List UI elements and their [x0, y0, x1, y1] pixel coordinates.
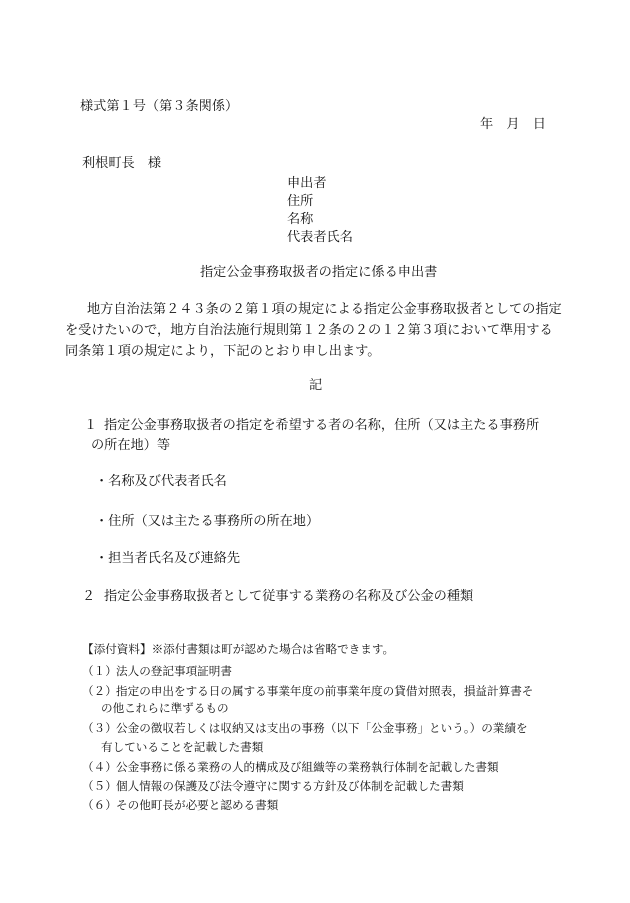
attachment-text: 法人の登記事項証明書	[116, 664, 232, 678]
attachment-item	[82, 663, 232, 679]
item1-bullet: ・担当者氏名及び連絡先	[95, 551, 241, 566]
body-text: 地方自治法第２４３条の２第１項の規定による指定公金事務取扱者としての指定を受けたいので，地方自治法施行規則第１２条の２の１２第３項において準用する同条第１項の規定により，下記のとおり申し出ます。	[65, 302, 562, 359]
attachment-text-continuation: 有していることを記載した書類	[101, 740, 264, 754]
form-number: 様式第１号（第３条関係）	[80, 99, 239, 114]
attachment-item	[82, 759, 499, 775]
document-title: 指定公金事務取扱者の指定に係る申出書	[200, 265, 438, 280]
item1-bullet: ・名称及び代表者氏名	[95, 474, 227, 489]
attachment-text: 指定の申出をする日の属する事業年度の前事業年度の貸借対照表，損益計算書そ	[116, 684, 534, 698]
attachment-number: （３）	[82, 721, 117, 735]
attachment-text: 公金の徴収若しくは収納又は支出の事務（以下「公金事務」という。）の業績を	[116, 721, 528, 735]
applicant-heading: 申出者	[287, 176, 327, 191]
attachment-item	[82, 720, 528, 736]
applicant-address-label: 住所	[287, 194, 314, 209]
item1-number: １	[84, 418, 98, 433]
attachment-number: （６）	[82, 798, 117, 812]
item2-text: 指定公金事務取扱者として従事する業務の名称及び公金の種類	[104, 589, 474, 604]
attachment-number: （２）	[82, 684, 117, 698]
attachments-header	[82, 641, 394, 657]
item2-number: ２	[82, 589, 96, 604]
attachment-item	[82, 797, 278, 813]
applicant-name-label: 名称	[287, 212, 314, 227]
attachment-text: その他町長が必要と認める書類	[116, 798, 279, 812]
attachments-note: ※添付書類は町が認めた場合は省略できます。	[151, 642, 395, 656]
attachment-number: （１）	[82, 664, 117, 678]
addressee: 利根町長 様	[82, 156, 162, 171]
item1-text-line2: の所在地）等	[91, 438, 171, 453]
date-line: 年 月 日	[480, 117, 546, 132]
attachment-text-continuation: の他これらに準ずるもの	[101, 701, 229, 715]
attachment-item	[82, 778, 464, 794]
ki-label: 記	[309, 378, 323, 393]
applicant-representative-label: 代表者氏名	[287, 230, 353, 245]
attachment-number: （４）	[82, 760, 117, 774]
attachment-item	[82, 683, 533, 699]
item1-bullet: ・住所（又は主たる事務所の所在地）	[95, 514, 320, 529]
item1-text-line1: 指定公金事務取扱者の指定を希望する者の名称，住所（又は主たる事務所	[104, 418, 540, 433]
attachment-text: 個人情報の保護及び法令遵守に関する方針及び体制を記載した書類	[116, 779, 464, 793]
attachment-text: 公金事務に係る業務の人的構成及び組織等の業務執行体制を記載した書類	[116, 760, 499, 774]
attachment-number: （５）	[82, 779, 117, 793]
body-paragraph	[65, 299, 565, 362]
attachments-heading: 【添付資料】	[82, 642, 152, 656]
